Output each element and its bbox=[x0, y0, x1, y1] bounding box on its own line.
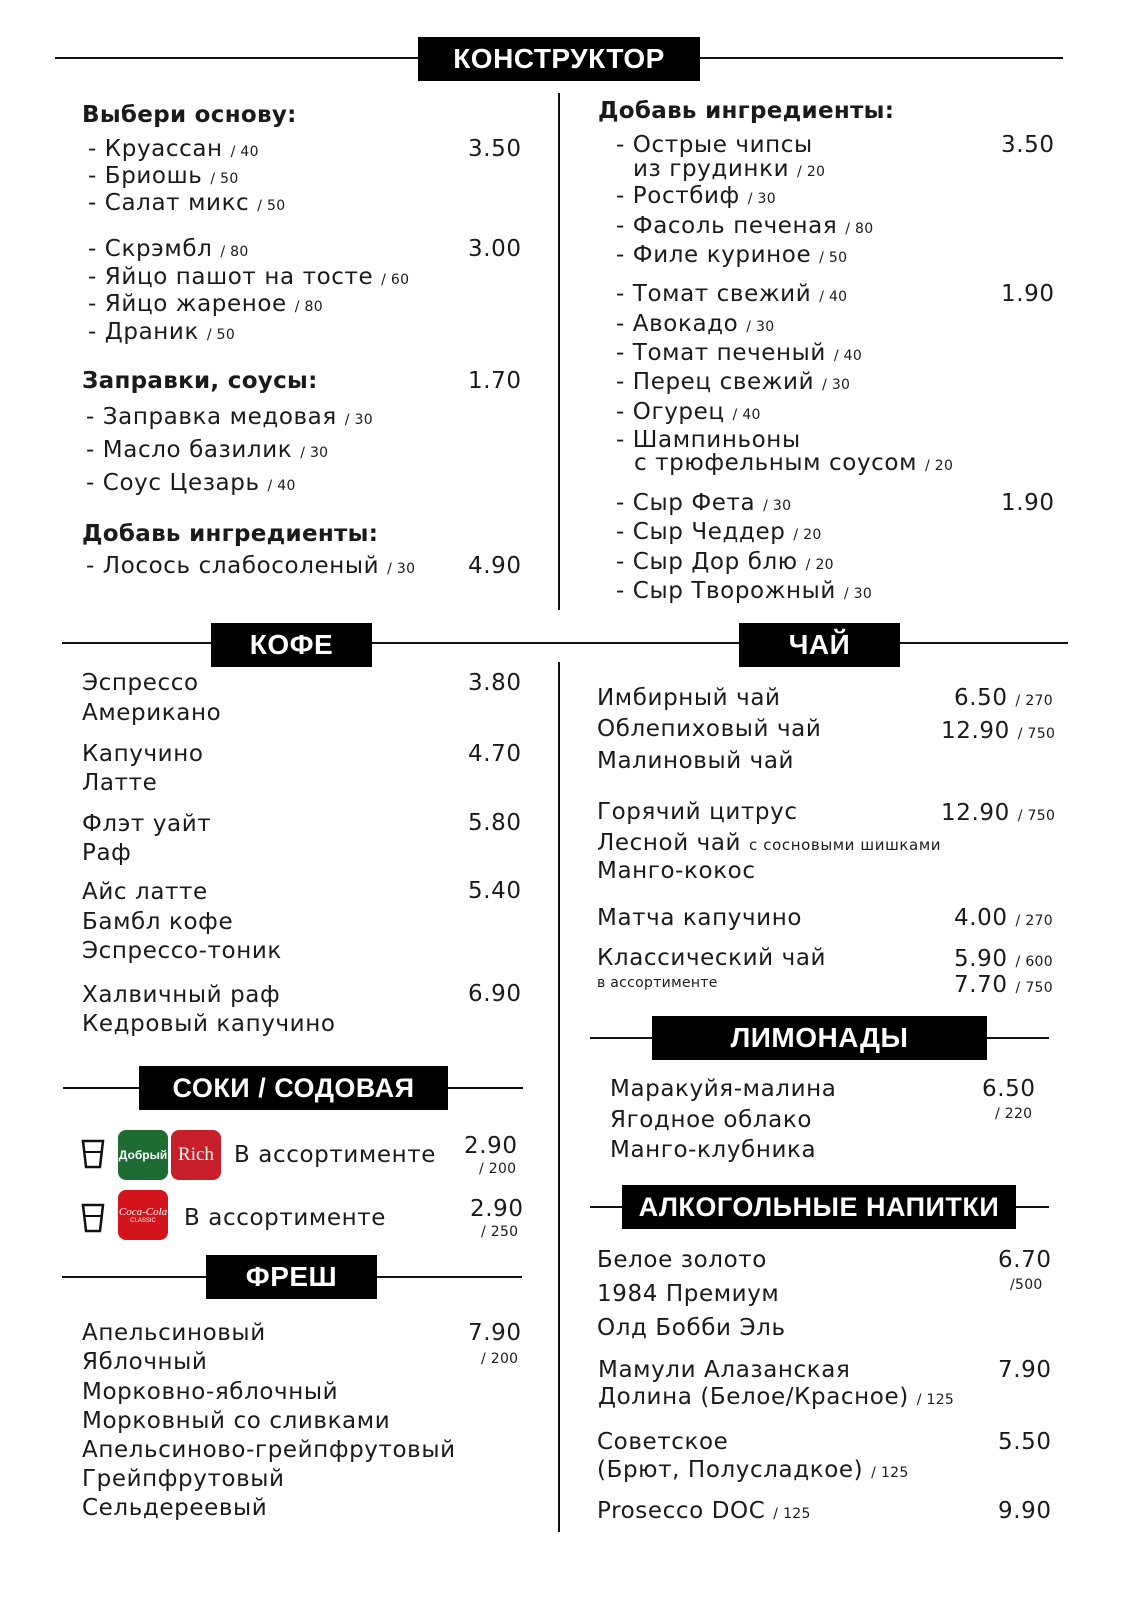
price: 5.50 bbox=[998, 1429, 1052, 1455]
price: 6.70 bbox=[998, 1247, 1052, 1273]
menu-item: - Огурец / 40 bbox=[616, 399, 761, 425]
volume: / 250 bbox=[481, 1224, 519, 1240]
price: 3.50 bbox=[1001, 132, 1055, 158]
price: 7.90 bbox=[998, 1357, 1052, 1383]
menu-item: Апельсиново-грейпфрутовый bbox=[82, 1437, 456, 1463]
menu-item: - Яйцо жареное / 80 bbox=[88, 291, 323, 317]
extra-heading: Добавь ингредиенты: bbox=[598, 98, 895, 124]
price: 3.50 bbox=[468, 136, 522, 162]
menu-item: - Сыр Фета / 30 bbox=[616, 490, 792, 516]
menu-item: Горячий цитрус bbox=[597, 799, 798, 825]
menu-item: Морковный со сливками bbox=[82, 1408, 391, 1434]
section-title-lemonades: ЛИМОНАДЫ bbox=[652, 1016, 987, 1060]
menu-item: - Заправка медовая / 30 bbox=[86, 404, 373, 430]
section-title-alcohol: АЛКОГОЛЬНЫЕ НАПИТКИ bbox=[622, 1185, 1016, 1229]
glass-icon bbox=[80, 1202, 106, 1238]
price: 3.00 bbox=[468, 236, 522, 262]
menu-item: Эспрессо bbox=[82, 670, 199, 696]
item-note: в ассортименте bbox=[597, 975, 718, 991]
price: 5.90 / 600 bbox=[954, 946, 1053, 972]
menu-item: - Бриошь / 50 bbox=[88, 163, 239, 189]
volume: / 220 bbox=[995, 1106, 1033, 1122]
price: 7.90 bbox=[468, 1320, 522, 1346]
coca-cola-wordmark: Coca-Cola bbox=[118, 1206, 168, 1218]
section-title-tea: ЧАЙ bbox=[739, 623, 900, 667]
menu-item: Олд Бобби Эль bbox=[597, 1315, 786, 1341]
menu-item: - Томат свежий / 40 bbox=[616, 281, 848, 307]
menu-item: - Перец свежий / 30 bbox=[616, 369, 851, 395]
base-heading: Выбери основу: bbox=[82, 102, 297, 128]
menu-item: - Ростбиф / 30 bbox=[616, 183, 776, 209]
menu-item: Облепиховый чай bbox=[597, 716, 822, 742]
menu-item: - Круассан / 40 bbox=[88, 136, 259, 162]
menu-item: - Сыр Творожный / 30 bbox=[616, 578, 873, 604]
price: 2.90 bbox=[470, 1196, 524, 1222]
price: 1.70 bbox=[468, 368, 522, 394]
menu-item: 1984 Премиум bbox=[597, 1281, 780, 1307]
menu-item: Лесной чай с сосновыми шишками bbox=[597, 830, 942, 856]
price: 1.90 bbox=[1001, 281, 1055, 307]
price: 6.90 bbox=[468, 981, 522, 1007]
menu-item: - Филе куриное / 50 bbox=[616, 242, 848, 268]
volume: / 200 bbox=[479, 1161, 517, 1177]
menu-item: (Брют, Полусладкое) / 125 bbox=[597, 1457, 909, 1483]
price: 1.90 bbox=[1001, 490, 1055, 516]
menu-item: - Авокадо / 30 bbox=[616, 311, 775, 337]
menu-item: - Соус Цезарь / 40 bbox=[86, 470, 296, 496]
menu-item: - Драник / 50 bbox=[88, 319, 236, 345]
price: 3.80 bbox=[468, 670, 522, 696]
glass-icon bbox=[80, 1138, 106, 1174]
menu-item: Манго-клубника bbox=[610, 1137, 817, 1163]
price: 12.90 / 750 bbox=[941, 718, 1056, 744]
menu-item: - Фасоль печеная / 80 bbox=[616, 213, 874, 239]
menu-item: - Сыр Дор блю / 20 bbox=[616, 549, 834, 575]
menu-item: - Лосось слабосоленый / 30 bbox=[86, 553, 416, 579]
menu-item: Белое золото bbox=[597, 1247, 767, 1273]
price: 2.90 bbox=[464, 1133, 518, 1159]
menu-item: Ягодное облако bbox=[610, 1107, 813, 1133]
price: 6.50 bbox=[982, 1076, 1036, 1102]
menu-item: - Шампиньоны bbox=[616, 427, 801, 453]
section-title-fresh: ФРЕШ bbox=[206, 1255, 377, 1299]
column-divider bbox=[558, 93, 560, 610]
menu-item: Долина (Белое/Красное) / 125 bbox=[598, 1384, 955, 1410]
menu-item: - Скрэмбл / 80 bbox=[88, 236, 249, 262]
menu-item: Матча капучино bbox=[597, 905, 803, 931]
price: 5.80 bbox=[468, 810, 522, 836]
menu-item: Халвичный раф bbox=[82, 982, 281, 1008]
menu-item: Флэт уайт bbox=[82, 811, 212, 837]
juice-label: В ассортименте bbox=[184, 1205, 386, 1231]
menu-item: - Салат микс / 50 bbox=[88, 190, 286, 216]
juice-label: В ассортименте bbox=[234, 1142, 436, 1168]
price: 4.00 / 270 bbox=[954, 905, 1053, 931]
section-title-konstruktor: КОНСТРУКТОР bbox=[418, 37, 700, 81]
price: 4.90 bbox=[468, 553, 522, 579]
menu-item: Латте bbox=[82, 770, 158, 796]
rich-logo: Rich bbox=[171, 1130, 221, 1180]
menu-item: - Масло базилик / 30 bbox=[86, 437, 329, 463]
menu-item: Капучино bbox=[82, 741, 204, 767]
column-divider bbox=[558, 662, 560, 1532]
price: 4.70 bbox=[468, 741, 522, 767]
menu-item: Американо bbox=[82, 700, 222, 726]
menu-item: Советское bbox=[597, 1429, 729, 1455]
sauces-heading: Заправки, соусы: bbox=[82, 368, 318, 394]
extra-heading: Добавь ингредиенты: bbox=[82, 521, 379, 547]
menu-item: Манго-кокос bbox=[597, 858, 756, 884]
menu-item: Бамбл кофе bbox=[82, 909, 234, 935]
menu-item: Маракуйя-малина bbox=[610, 1076, 837, 1102]
menu-item: Классический чай bbox=[597, 945, 827, 971]
coca-cola-logo bbox=[118, 1190, 168, 1240]
menu-item: Мамули Алазанская bbox=[598, 1357, 851, 1383]
dobry-logo: Добрый bbox=[118, 1130, 168, 1180]
section-title-coffee: КОФЕ bbox=[211, 623, 372, 667]
menu-item: - Яйцо пашот на тосте / 60 bbox=[88, 264, 410, 290]
menu-item: - Томат печеный / 40 bbox=[616, 340, 863, 366]
price: 5.40 bbox=[468, 878, 522, 904]
menu-item: Сельдереевый bbox=[82, 1495, 268, 1521]
menu-item: Эспрессо-тоник bbox=[82, 938, 282, 964]
menu-item: Малиновый чай bbox=[597, 748, 795, 774]
menu-item: Апельсиновый bbox=[82, 1320, 266, 1346]
menu-item: Морковно-яблочный bbox=[82, 1379, 339, 1405]
price: 12.90 / 750 bbox=[941, 800, 1056, 826]
price: 6.50 / 270 bbox=[954, 685, 1053, 711]
coca-cola-sub: CLASSIC bbox=[130, 1218, 156, 1224]
menu-item: Айс латте bbox=[82, 879, 208, 905]
menu-item: Prosecco DOC / 125 bbox=[597, 1498, 811, 1524]
menu-item: Имбирный чай bbox=[597, 685, 781, 711]
menu-item: Грейпфрутовый bbox=[82, 1466, 285, 1492]
menu-item: Раф bbox=[82, 840, 132, 866]
volume: / 200 bbox=[481, 1351, 519, 1367]
price: 9.90 bbox=[998, 1498, 1052, 1524]
section-title-juices: СОКИ / СОДОВАЯ bbox=[139, 1066, 448, 1110]
menu-item: - Острые чипсы bbox=[616, 132, 813, 158]
menu-item: Кедровый капучино bbox=[82, 1011, 336, 1037]
menu-item: с трюфельным соусом / 20 bbox=[634, 450, 954, 476]
menu-item: - Сыр Чеддер / 20 bbox=[616, 519, 822, 545]
menu-item: из грудинки / 20 bbox=[633, 156, 826, 182]
price: 7.70 / 750 bbox=[954, 972, 1053, 998]
menu-item: Яблочный bbox=[82, 1349, 208, 1375]
volume: /500 bbox=[1010, 1277, 1043, 1293]
